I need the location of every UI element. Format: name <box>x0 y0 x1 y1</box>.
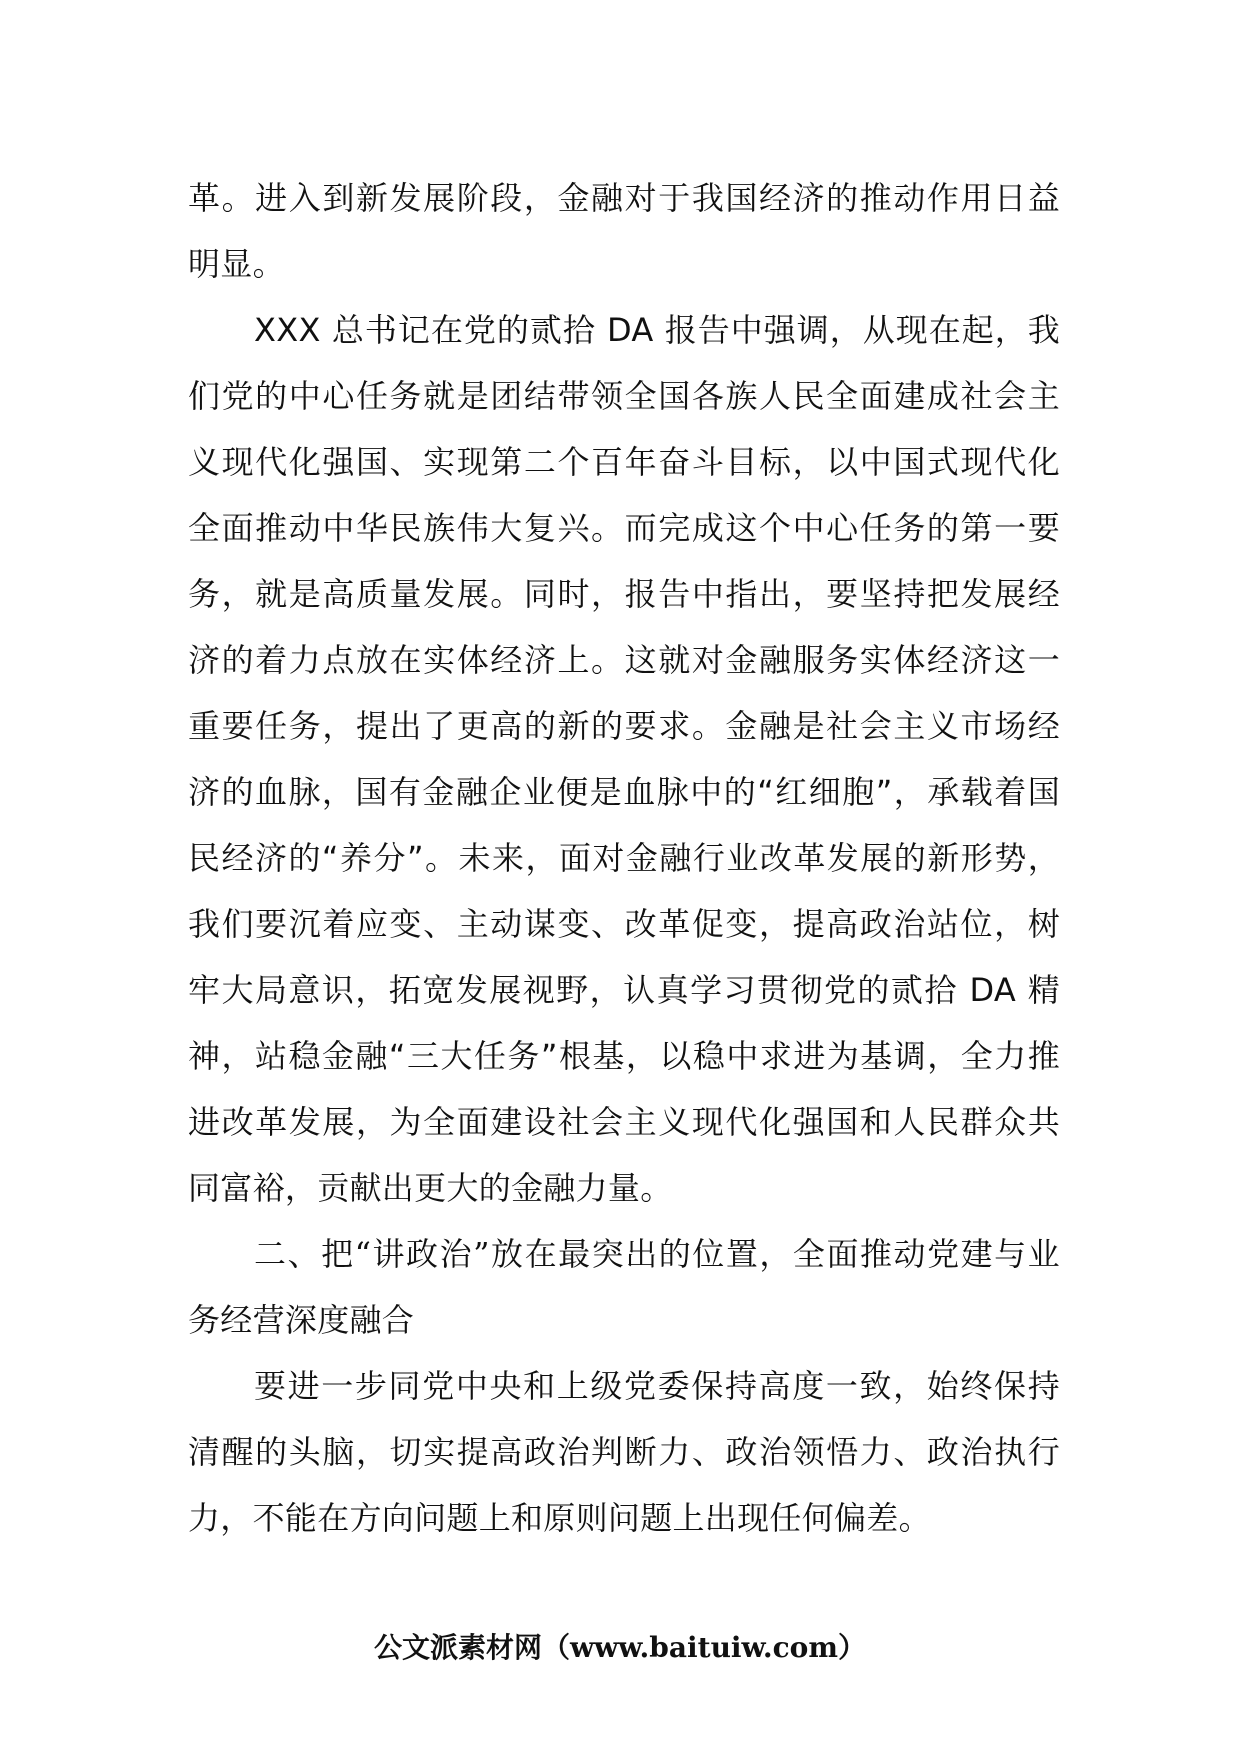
section-heading: 二、把“讲政治”放在最突出的位置，全面推动党建与业务经营深度融合 <box>188 1235 1060 1339</box>
document-body <box>188 165 1060 1551</box>
paragraph-continuation: 革。进入到新发展阶段，金融对于我国经济的推动作用日益明显。 <box>188 179 1060 283</box>
footer-watermark: 公文派素材网（www.baituiw.com） <box>374 1631 866 1664</box>
paragraph-political-alignment: 要进一步同党中央和上级党委保持高度一致，始终保持清醒的头脑，切实提高政治判断力、政治领悟力、政治执行力，不能在方向问题上和原则问题上出现任何偏差。 <box>188 1367 1060 1537</box>
paragraph-report-emphasis: XXX 总书记在党的贰拾 DA 报告中强调，从现在起，我们党的中心任务就是团结带领全国各族人民全面建成社会主义现代化强国、实现第二个百年奋斗目标，以中国式现代化全面推动中华民族伟大复兴。而完成这个中心任务的第一要务，就是高质量发展。同时，报告中指出，要坚持把发展经济的着力点放在实体经济上。这就对金融服务实体经济这一重要任务，提出了更高的新的要求。金融是社会主义市场经济的血脉，国有金融企业便是血脉中的“红细胞”，承载着国民经济的“养分”。未来，面对金融行业改革发展的新形势，我们要沉着应变、主动谋变、改革促变，提高政治站位，树牢大局意识，拓宽发展视野，认真学习贯彻党的贰拾 DA 精神，站稳金融“三大任务”根基，以稳中求进为基调，全力推进改革发展，为全面建设社会主义现代化强国和人民群众共同富裕，贡献出更大的金融力量。 <box>188 311 1060 1207</box>
